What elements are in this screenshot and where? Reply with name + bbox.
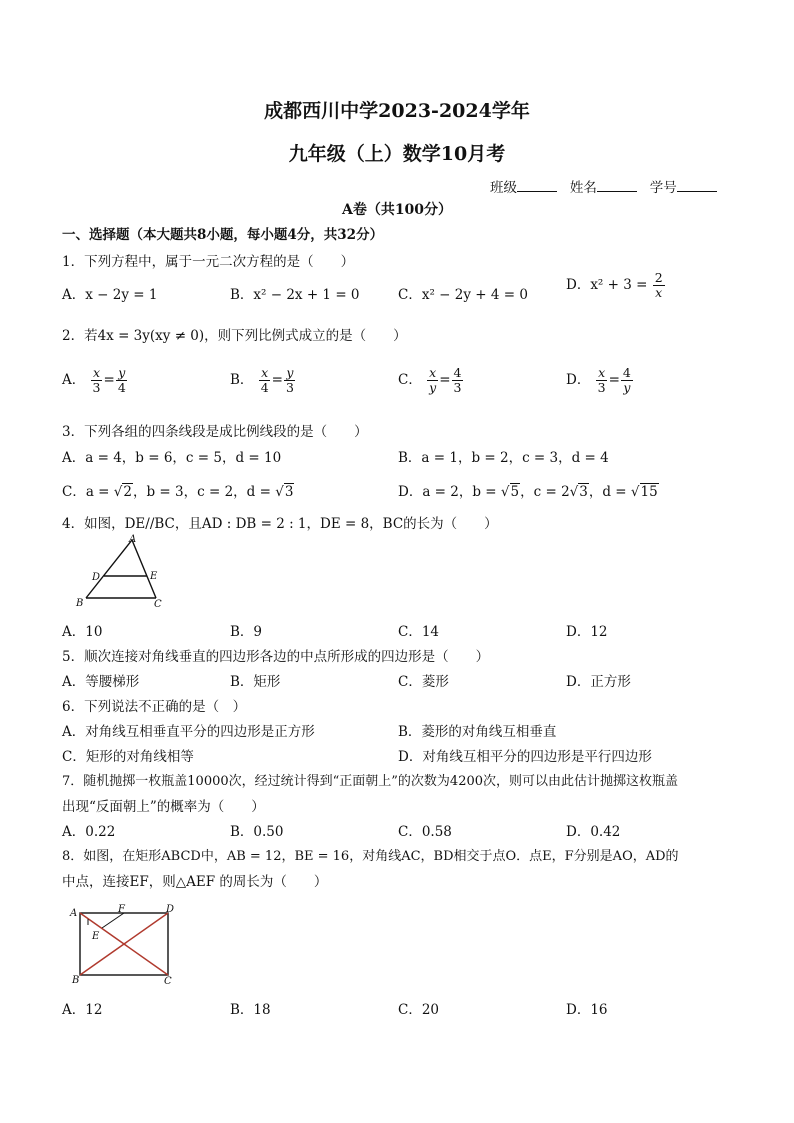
q2-d-d1: 3: [597, 380, 606, 395]
q1-d-den: x: [655, 285, 663, 300]
q1-d-prefix: D．x² + 3 =: [566, 277, 648, 293]
q8-label-c: C: [164, 976, 172, 987]
q2-a-n2: y: [118, 365, 126, 380]
q2-option-c: C． $\frac{x}{y}$ = $\frac{4}{3}$: [398, 365, 462, 395]
name-label: 姓名: [569, 180, 597, 196]
exam-title: 九年级（上）数学10月考: [288, 143, 506, 165]
q7-stem-line1: 7．随机抛掷一枚瓶盖10000次，经过统计得到“正面朝上”的次数为4200次，则可以由此估计抛掷这枚瓶盖: [62, 774, 679, 789]
name-blank: [597, 179, 637, 192]
q2-a-n1: x: [92, 365, 101, 380]
q8-label-a: A: [70, 908, 78, 919]
q4-label-a: A: [129, 534, 137, 545]
q7-stem-line2: 出现“反面朝上”的概率为（ ）: [62, 799, 265, 815]
q1-option-d: [566, 271, 666, 300]
q3-stem: 3．下列各组的四条线段是成比例线段的是（ ）: [62, 424, 368, 440]
q1-option-b: B．x² − 2x + 1 = 0: [230, 287, 360, 303]
section-a-title: A卷（共100分）: [341, 202, 453, 218]
q1-d-num: 2: [654, 270, 663, 285]
q5-option-c: C．菱形: [398, 674, 449, 690]
q3-c-mid: ，b = 3，c = 2，d =: [132, 484, 271, 500]
q6-option-b: B．菱形的对角线互相垂直: [398, 724, 557, 740]
q2-option-d: D． $\frac{x}{3}$ = $\frac{4}{y}$: [566, 365, 631, 395]
q6-stem: 6．下列说法不正确的是（ ）: [62, 699, 247, 715]
q2-c-n2: 4: [453, 365, 462, 380]
q5-option-a: A．等腰梯形: [62, 674, 140, 690]
q4-label-b: B: [76, 598, 84, 609]
q8-option-a: A．12: [62, 1002, 103, 1018]
q1-option-c: C．x² − 2y + 4 = 0: [398, 287, 528, 303]
q6-option-c: C．矩形的对角线相等: [62, 749, 194, 765]
q3-option-b: B．a = 1，b = 2，c = 3，d = 4: [398, 450, 609, 466]
school-title: 成都西川中学2023-2024学年: [264, 100, 530, 122]
class-blank: [517, 179, 557, 192]
q3-d-prefix: D．a = 2，b =: [398, 484, 497, 500]
q2-c-label: C．: [398, 372, 422, 388]
q4-label-e: E: [150, 571, 158, 582]
q4-option-c: C．14: [398, 624, 440, 640]
id-blank: [677, 179, 717, 192]
student-info: [490, 176, 717, 196]
q2-a-d1: 3: [92, 380, 101, 395]
q8-option-c: C．20: [398, 1002, 440, 1018]
q3-c-root1: 2: [123, 484, 132, 500]
q4-triangle-figure: [70, 532, 170, 614]
q2-a-label: A．: [62, 372, 86, 388]
q2-b-n1: x: [261, 365, 269, 380]
q1-option-a: A．x − 2y = 1: [62, 287, 158, 303]
id-label: 学号: [649, 180, 677, 196]
q8-rectangle-figure: [68, 903, 180, 989]
q3-c-root2: 3: [284, 484, 294, 500]
q8-option-b: B．18: [230, 1002, 271, 1018]
q3-option-c: C．a = √2，b = 3，c = 2，d = √3: [62, 484, 294, 500]
q2-d-label: D．: [566, 372, 591, 388]
q6-option-d: D．对角线互相平分的四边形是平行四边形: [398, 749, 652, 765]
q3-d-root2: 3: [579, 484, 588, 500]
q2-b-label: B．: [230, 372, 254, 388]
q4-option-d: D．12: [566, 624, 608, 640]
q2-stem: 2．若4x = 3y(xy ≠ 0)，则下列比例式成立的是（ ）: [62, 328, 407, 344]
q4-option-b: B．9: [230, 624, 263, 640]
part1-title: 一、选择题（本大题共8小题，每小题4分，共32分）: [62, 227, 384, 243]
q4-label-d: D: [92, 572, 101, 583]
q4-label-c: C: [154, 599, 162, 610]
q3-option-a: A．a = 4，b = 6，c = 5，d = 10: [62, 450, 282, 466]
q2-option-a: A． $\frac{x}{3}$ = $\frac{y}{4}$: [62, 365, 126, 395]
class-label: 班级: [490, 180, 517, 196]
q7-option-d: D．0.42: [566, 824, 621, 840]
q8-label-f: F: [118, 904, 125, 915]
q5-stem: 5．顺次连接对角线垂直的四边形各边的中点所形成的四边形是（ ）: [62, 649, 490, 665]
q2-d-n2: 4: [622, 365, 631, 380]
q3-option-d: D．a = 2，b = √5，c = 2√3，d = √15: [398, 484, 658, 500]
q2-c-d2: 3: [453, 380, 462, 395]
q8-label-b: B: [72, 975, 80, 986]
q2-option-b: B． $\frac{x}{4}$ = $\frac{y}{3}$: [230, 365, 294, 395]
q3-d-mid2: ，d =: [588, 484, 627, 500]
q2-b-d1: 4: [260, 380, 269, 395]
q4-stem: 4．如图，DE//BC，且AD : DB = 2 : 1，DE = 8，BC的长为（ ）: [62, 516, 498, 532]
q8-label-d: D: [166, 904, 175, 915]
q2-d-n1: x: [598, 365, 606, 380]
q8-stem-line2: 中点，连接EF，则△AEF 的周长为（ ）: [62, 874, 328, 890]
q2-a-d2: 4: [117, 380, 126, 395]
q7-option-b: B．0.50: [230, 824, 284, 840]
q8-label-e: E: [92, 931, 100, 942]
q1-stem: 1．下列方程中，属于一元二次方程的是（ ）: [62, 254, 355, 270]
q8-stem-line1: 8．如图，在矩形ABCD中，AB = 12，BE = 16，对角线AC，BD相交于点O．点E，F分别是AO，AD的: [62, 849, 679, 864]
q6-option-a: A．对角线互相垂直平分的四边形是正方形: [62, 724, 315, 740]
q2-b-n2: y: [286, 365, 294, 380]
q3-c-prefix: C．a =: [62, 484, 110, 500]
q3-d-root3: 15: [640, 484, 658, 500]
q1-d-fraction: [653, 271, 665, 300]
q7-option-c: C．0.58: [398, 824, 452, 840]
q5-option-d: D．正方形: [566, 674, 631, 690]
q4-option-a: A．10: [62, 624, 103, 640]
q2-c-n1: x: [429, 365, 437, 380]
q2-c-d1: y: [429, 380, 437, 395]
q3-d-mid: ，c = 2: [520, 484, 570, 500]
q7-option-a: A．0.22: [62, 824, 116, 840]
q2-b-d2: 3: [285, 380, 294, 395]
q8-option-d: D．16: [566, 1002, 608, 1018]
q3-d-root1: 5: [510, 484, 520, 500]
q5-option-b: B．矩形: [230, 674, 281, 690]
q2-d-d2: y: [623, 380, 631, 395]
